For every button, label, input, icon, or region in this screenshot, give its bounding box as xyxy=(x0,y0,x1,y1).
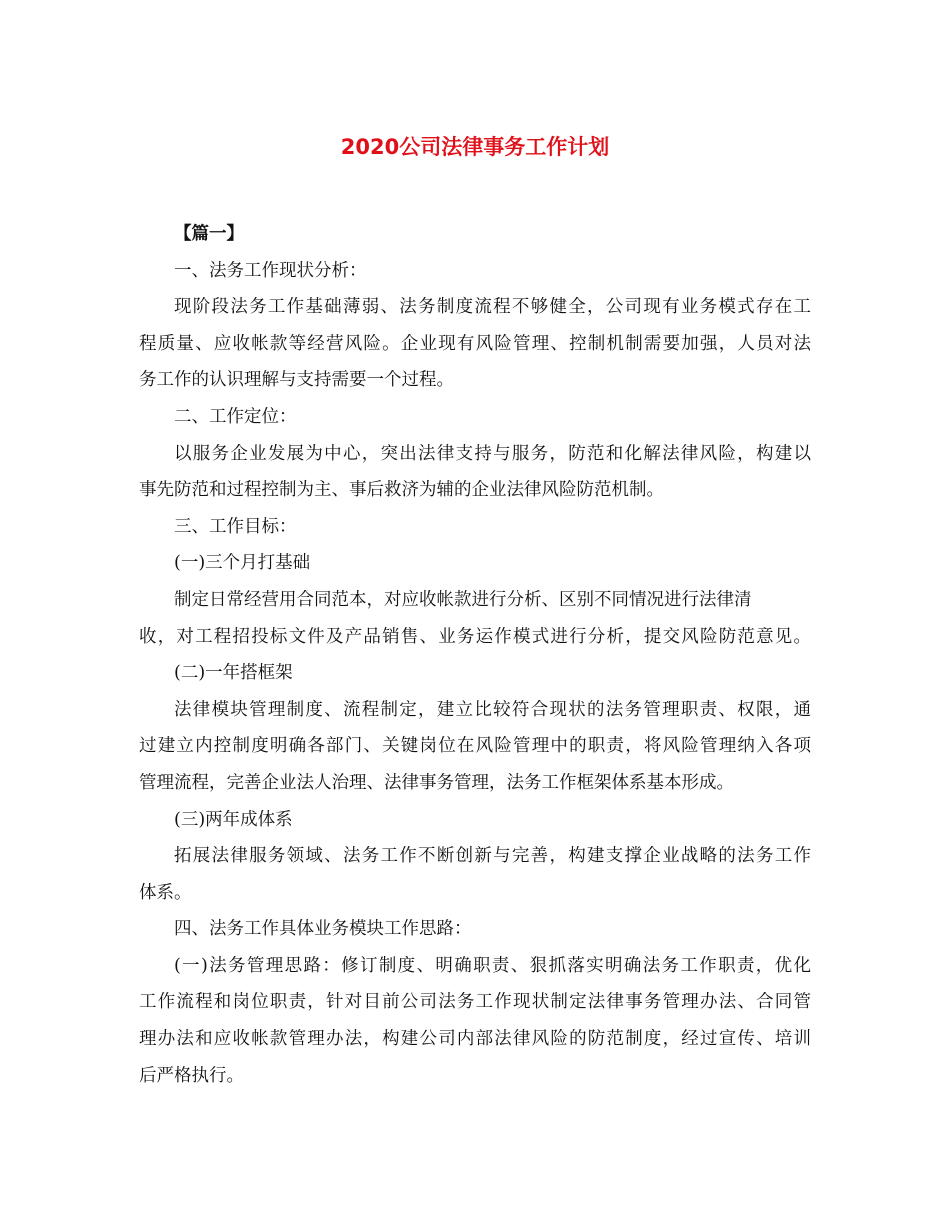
paragraph-line: 收，对工程招投标文件及产品销售、业务运作模式进行分析，提交风险防范意见。 xyxy=(139,626,811,647)
paragraph-line: 一、法务工作现状分析： xyxy=(174,260,367,281)
paragraph-line: 务工作的认识理解与支持需要一个过程。 xyxy=(139,370,454,391)
paragraph-line: (一)三个月打基础 xyxy=(174,553,311,574)
paragraph-line: 理办法和应收帐款管理办法，构建公司内部法律风险的防范制度，经过宣传、培训 xyxy=(139,1029,811,1050)
paragraph-line: 管理流程，完善企业法人治理、法律事务管理，法务工作框架体系基本形成。 xyxy=(139,772,734,793)
paragraph-line: 三、工作目标： xyxy=(174,516,297,537)
paragraph-line: 二、工作定位： xyxy=(174,406,297,427)
paragraph-line: 四、法务工作具体业务模块工作思路： xyxy=(174,919,472,940)
paragraph-line: (三)两年成体系 xyxy=(174,809,293,830)
paragraph-line: (一)法务管理思路：修订制度、明确职责、狠抓落实明确法务工作职责，优化 xyxy=(174,955,811,976)
paragraph-line: 过建立内控制度明确各部门、关键岗位在风险管理中的职责，将风险管理纳入各项 xyxy=(139,736,811,757)
document-title: 2020公司法律事务工作计划 xyxy=(340,135,610,159)
paragraph-line: 拓展法律服务领域、法务工作不断创新与完善，构建支撑企业战略的法务工作 xyxy=(174,846,811,867)
paragraph-line: 【篇一】 xyxy=(174,224,244,244)
document-body xyxy=(139,216,811,1094)
paragraph-line: 现阶段法务工作基础薄弱、法务制度流程不够健全，公司现有业务模式存在工 xyxy=(174,297,811,318)
paragraph-line: 程质量、应收帐款等经营风险。企业现有风险管理、控制机制需要加强，人员对法 xyxy=(139,333,811,354)
paragraph-line: 以服务企业发展为中心，突出法律支持与服务，防范和化解法律风险，构建以 xyxy=(174,443,811,464)
paragraph-line: 后严格执行。 xyxy=(139,1065,244,1086)
paragraph-line: 法律模块管理制度、流程制定，建立比较符合现状的法务管理职责、权限，通 xyxy=(174,699,811,720)
paragraph-line: (二)一年搭框架 xyxy=(174,663,293,684)
paragraph-line: 工作流程和岗位职责，针对目前公司法务工作现状制定法律事务管理办法、合同管 xyxy=(139,992,811,1013)
paragraph-line: 事先防范和过程控制为主、事后救济为辅的企业法律风险防范机制。 xyxy=(139,480,664,501)
paragraph-line: 体系。 xyxy=(139,882,192,903)
paragraph-line: 制定日常经营用合同范本，对应收帐款进行分析、区别不同情况进行法律清 xyxy=(174,589,752,610)
